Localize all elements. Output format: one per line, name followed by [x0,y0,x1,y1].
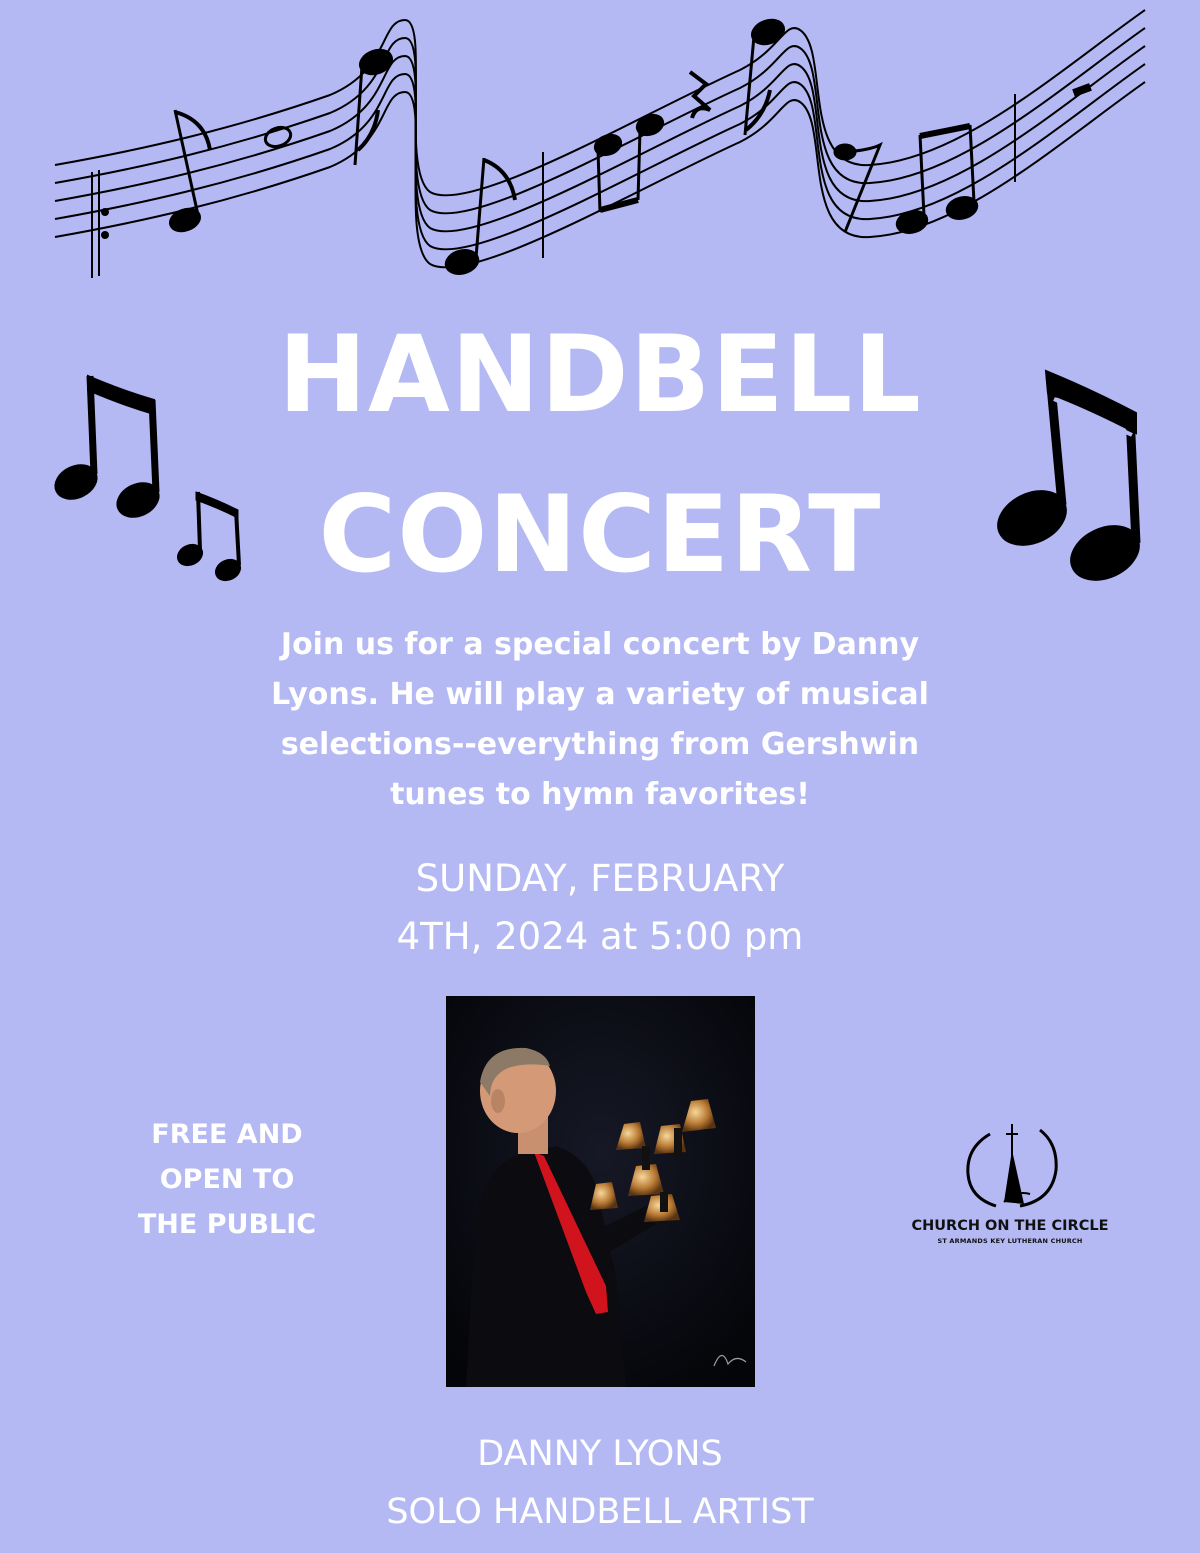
event-datetime [0,850,1200,966]
performer-title: SOLO HANDBELL ARTIST [386,1492,814,1532]
admission-line: THE PUBLIC [137,1209,317,1240]
intro-paragraph [240,620,960,820]
intro-line: Lyons. He will play a variety of musical [271,677,929,712]
wavy-music-staff-icon [0,0,1200,300]
church-subtitle: ST ARMANDS KEY LUTHERAN CHURCH [937,1237,1083,1245]
performer-photo [446,996,755,1387]
date-line-2: 4TH, 2024 at 5:00 pm [396,915,804,958]
intro-line: Join us for a special concert by Danny [280,627,920,662]
performer-name: DANNY LYONS [477,1434,723,1474]
admission-text [100,1112,354,1247]
intro-line: selections--everything from Gershwin [280,727,920,762]
admission-line: FREE AND [151,1119,303,1150]
cross-steeple-circle-icon [960,1120,1064,1216]
page-title-line-2: CONCERT [318,473,882,596]
admission-line: OPEN TO [159,1164,295,1195]
intro-line: tunes to hymn favorites! [390,777,810,812]
page-title-line-1: HANDBELL [278,313,922,436]
church-name: CHURCH ON THE CIRCLE [911,1218,1109,1234]
performer-caption [0,1425,1200,1541]
date-line-1: SUNDAY, FEBRUARY [415,857,785,900]
